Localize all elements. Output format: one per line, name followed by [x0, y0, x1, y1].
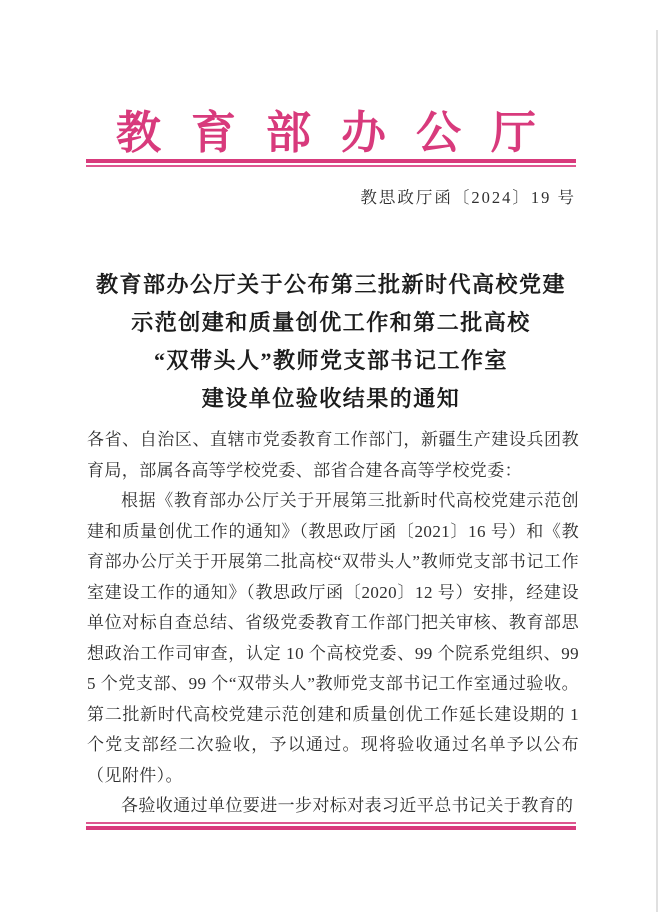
notice-title-line: 教育部办公厅关于公布第三批新时代高校党建 [95, 272, 566, 297]
scan-edge-artifact [656, 30, 658, 912]
paragraph-main: 根据《教育部办公厅关于开展第三批新时代高校党建示范创建和质量创优工作的通知》（教思政厅函〔2021〕16 号）和《教育部办公厅关于开展第二批高校“双带头人”教师党支部书记工作室建设工作的通知》（教思政厅函〔2020〕12 号）安排，经建设单位对标自查总结、省级党委教育工作部门把关审核、教育部思想政治工作司审查，认定 10 个高校党委、99 个院系党组织、995 个党支部、99 个“双带头人”教师党支部书记工作室通过验收。第二批新时代高校党建示范创建和质量创优工作延长建设期的 1 个党支部经二次验收，予以通过。现将验收通过名单予以公布（见附件）。 [87, 491, 579, 785]
notice-title [40, 266, 622, 418]
notice-title-line: “双带头人”教师党支部书记工作室 [153, 348, 508, 373]
paragraph-requirements: 各验收通过单位要进一步对标对表习近平总书记关于教育的 [121, 796, 574, 815]
paragraph-recipients: 各省、自治区、直辖市党委教育工作部门，新疆生产建设兵团教育局，部属各高等学校党委、部省合建各高等学校党委： [87, 430, 579, 480]
letterhead-rule [86, 159, 576, 167]
footer-rule-thin [86, 822, 576, 824]
document-body [87, 425, 579, 822]
footer-rule-thick [86, 826, 576, 830]
letterhead-rule-thin [86, 165, 576, 167]
notice-title-line: 示范创建和质量创优工作和第二批高校 [131, 310, 531, 335]
footer-rule [86, 822, 576, 830]
doc-number: 教思政厅函〔2024〕19 号 [360, 188, 576, 207]
notice-title-line: 建设单位验收结果的通知 [201, 386, 461, 411]
letterhead-issuer: 教育部办公厅 [115, 108, 566, 158]
